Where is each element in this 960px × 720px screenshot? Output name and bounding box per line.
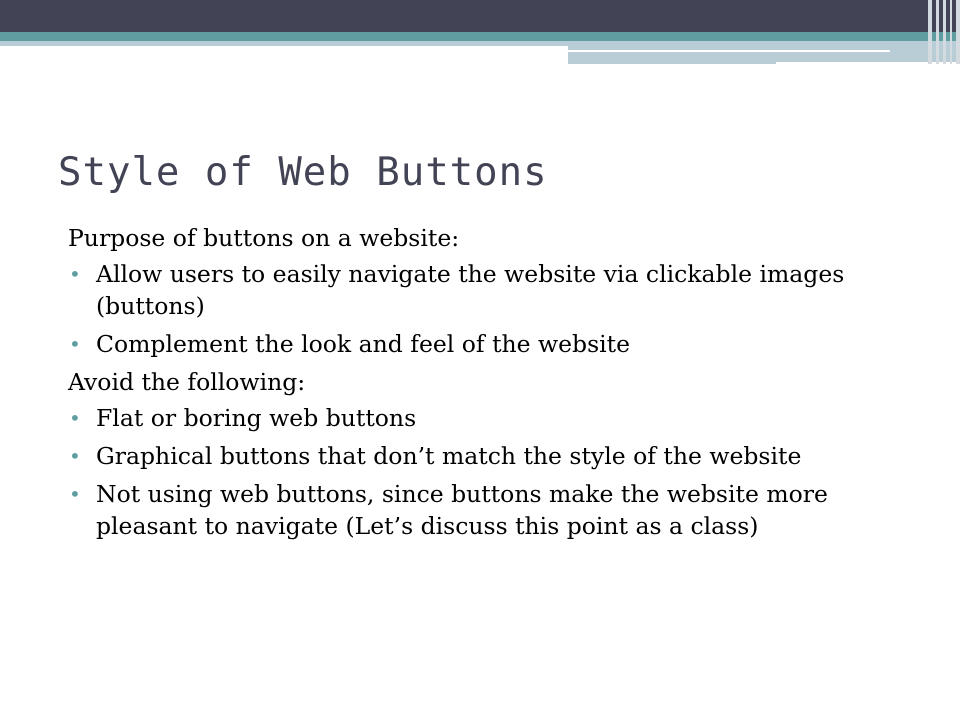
header-stripe bbox=[936, 0, 939, 64]
header-step-line bbox=[568, 50, 890, 52]
bullet-icon: • bbox=[69, 332, 81, 356]
bullet-text: Graphical buttons that don’t match the style of the website bbox=[96, 442, 802, 470]
header-stripe bbox=[956, 0, 960, 64]
slide-body bbox=[68, 222, 898, 548]
bullet-item bbox=[68, 258, 898, 322]
header-band-teal bbox=[0, 32, 960, 41]
bullet-item bbox=[68, 402, 898, 434]
bullet-icon: • bbox=[69, 444, 81, 468]
header-stripe bbox=[928, 0, 932, 64]
bullet-text: Allow users to easily navigate the website via clickable images (buttons) bbox=[96, 260, 845, 320]
header-band-dark bbox=[0, 0, 960, 32]
bullet-item bbox=[68, 478, 898, 542]
header-stripe bbox=[943, 0, 946, 64]
bullet-item bbox=[68, 328, 898, 360]
bullet-icon: • bbox=[69, 406, 81, 430]
bullet-text: Not using web buttons, since buttons make the website more pleasant to navigate (Let’s discuss this point as a class) bbox=[96, 480, 828, 540]
header-step-line-lower bbox=[776, 62, 960, 64]
header-stripe bbox=[950, 0, 952, 64]
section-heading: Purpose of buttons on a website: bbox=[68, 224, 460, 252]
bullet-text: Flat or boring web buttons bbox=[96, 404, 417, 432]
section-heading: Avoid the following: bbox=[68, 368, 306, 396]
bullet-icon: • bbox=[69, 482, 81, 506]
bullet-item bbox=[68, 440, 898, 472]
slide-title: Style of Web Buttons bbox=[58, 150, 548, 195]
bullet-text: Complement the look and feel of the website bbox=[96, 330, 631, 358]
bullet-icon: • bbox=[69, 262, 81, 286]
